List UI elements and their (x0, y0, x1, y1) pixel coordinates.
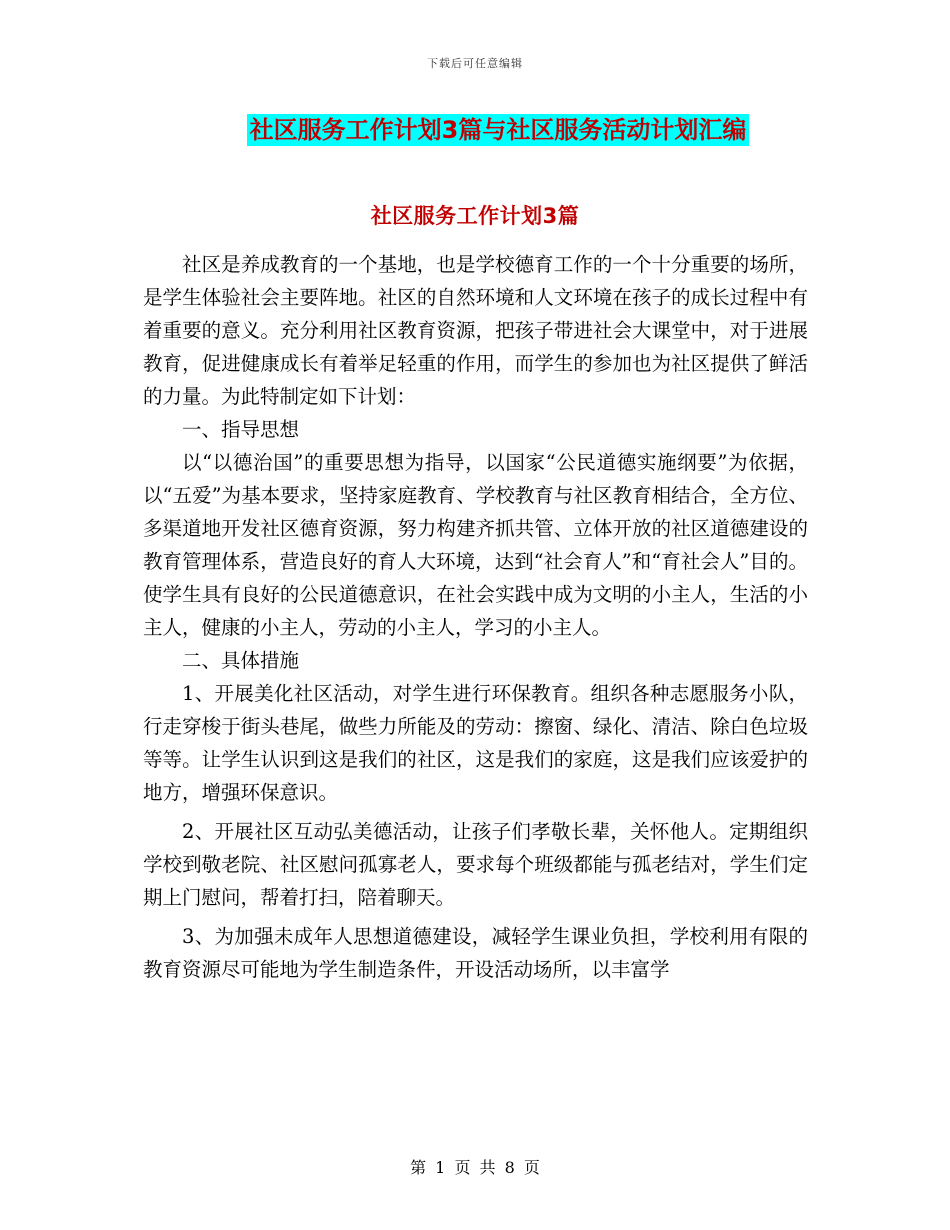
paragraph-measure-2: 2、开展社区互动弘美德活动，让孩子们孝敬长辈，关怀他人。定期组织学校到敬老院、社区慰问孤寡老人，要求每个班级都能与孤老结对，学生们定期上门慰问，帮着打扫，陪着聊天。 (143, 820, 808, 909)
page-footer: 第 1 页 共 8 页 (410, 1158, 540, 1177)
paragraph-measure-3: 3、为加强未成年人思想道德建设，减轻学生课业负担，学校利用有限的教育资源尽可能地为学生制造条件，开设活动场所，以丰富学 (143, 925, 808, 981)
sub-title: 社区服务工作计划3篇 (370, 204, 580, 228)
main-title: 社区服务工作计划3篇与社区服务活动计划汇编 (247, 114, 750, 146)
main-title-container (0, 114, 950, 146)
header-note: 下载后可任意编辑 (427, 57, 523, 70)
document-body (143, 248, 808, 986)
paragraph-guiding-ideology: 以“以德治国”的重要思想为指导，以国家“公民道德实施纲要”为依据，以“五爱”为基本要求，坚持家庭教育、学校教育与社区教育相结合，全方位、多渠道地开发社区德育资源，努力构建齐抓共管、立体开放的社区道德建设的教育管理体系，营造良好的育人大环境，达到“社会育人”和“育社会人”目的。使学生具有良好的公民道德意识，在社会实践中成为文明的小主人，生活的小主人，健康的小主人，劳动的小主人，学习的小主人。 (143, 451, 808, 639)
section-heading-specific-measures: 二、具体措施 (182, 649, 300, 672)
paragraph-intro: 社区是养成教育的一个基地，也是学校德育工作的一个十分重要的场所，是学生体验社会主要阵地。社区的自然环境和人文环境在孩子的成长过程中有着重要的意义。充分利用社区教育资源，把孩子带进社会大课堂中，对于进展教育，促进健康成长有着举足轻重的作用，而学生的参加也为社区提供了鲜活的力量。为此特制定如下计划： (143, 253, 808, 408)
section-heading-guiding-ideology: 一、指导思想 (182, 418, 300, 441)
paragraph-measure-1: 1、开展美化社区活动，对学生进行环保教育。组织各种志愿服务小队，行走穿梭于街头巷尾，做些力所能及的劳动：擦窗、绿化、清洁、除白色垃圾等等。让学生认识到这是我们的社区，这是我们的家庭，这是我们应该爱护的地方，增强环保意识。 (143, 682, 808, 804)
